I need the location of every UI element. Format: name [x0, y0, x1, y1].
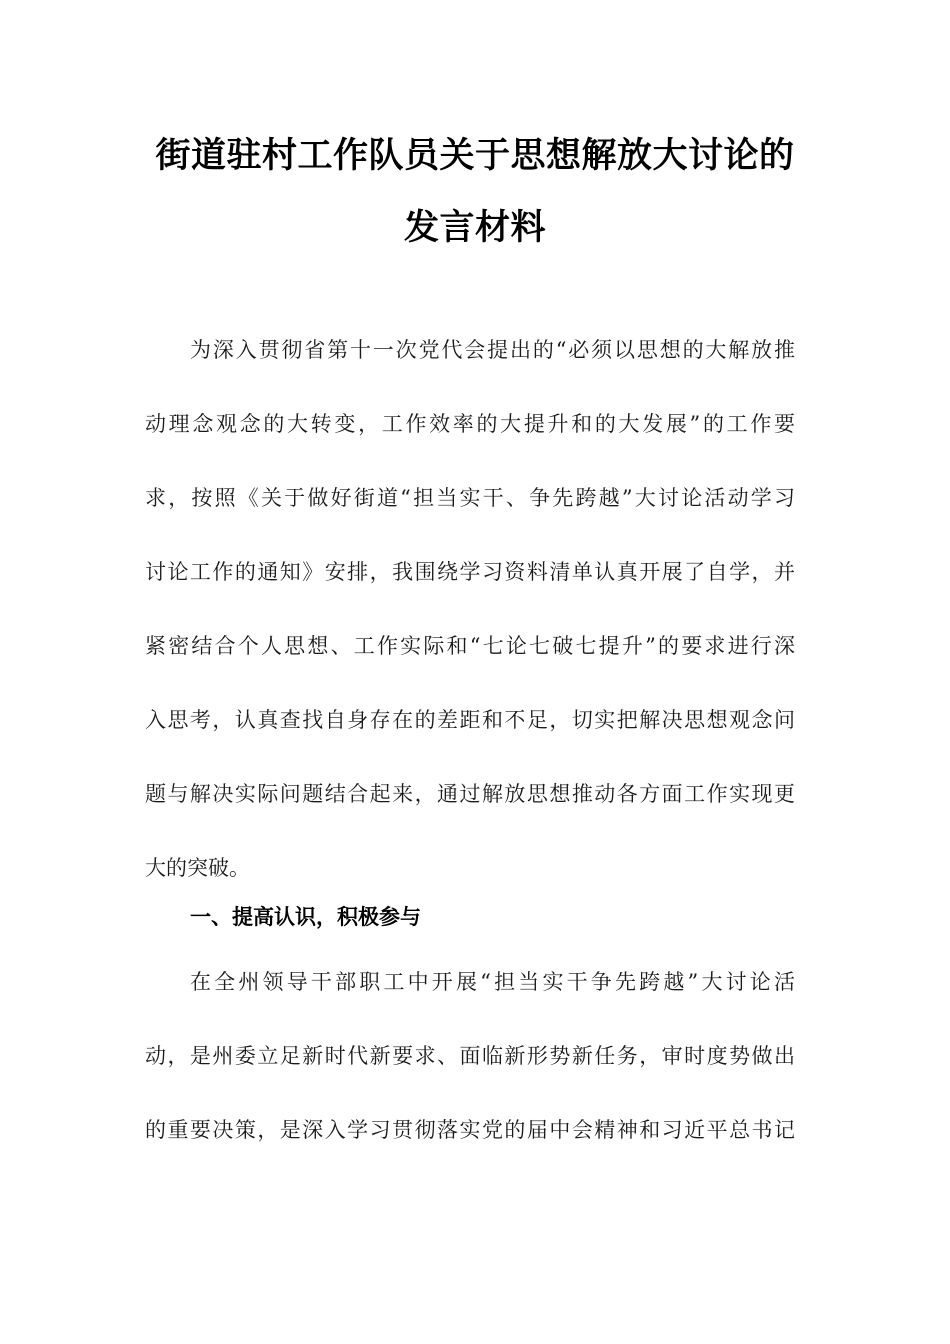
paragraph-line: 为深入贯彻省第十一次党代会提出的“必须以思想的大解放推: [190, 338, 795, 362]
paragraph-line: 大的突破。: [145, 856, 250, 880]
paragraph-line: 求，按照《关于做好街道“担当实干、争先跨越”大讨论活动学习: [145, 486, 795, 510]
section-heading-1: 一、提高认识，积极参与: [190, 905, 421, 929]
paragraph-line: 紧密结合个人思想、工作实际和“七论七破七提升”的要求进行深: [145, 634, 795, 658]
document-title-line-2: 发言材料: [403, 207, 546, 248]
paragraph-line: 题与解决实际问题结合起来，通过解放思想推动各方面工作实现更: [145, 782, 795, 806]
paragraph-line: 动理念观念的大转变，工作效率的大提升和的大发展”的工作要: [145, 412, 795, 436]
paragraph-line: 入思考，认真查找自身存在的差距和不足，切实把解决思想观念问: [145, 708, 795, 732]
paragraph-intro: [145, 313, 795, 905]
paragraph-section-1: [145, 945, 795, 1167]
document-title-line-1: 街道驻村工作队员关于思想解放大讨论的: [155, 135, 795, 176]
paragraph-line: 动，是州委立足新时代新要求、面临新形势新任务，审时度势做出: [145, 1044, 795, 1068]
paragraph-line: 在全州领导干部职工中开展“担当实干争先跨越”大讨论活: [190, 970, 795, 994]
paragraph-line: 的重要决策，是深入学习贯彻落实党的届中会精神和习近平总书记: [145, 1118, 795, 1142]
paragraph-line: 讨论工作的通知》安排，我围绕学习资料清单认真开展了自学，并: [145, 560, 795, 584]
